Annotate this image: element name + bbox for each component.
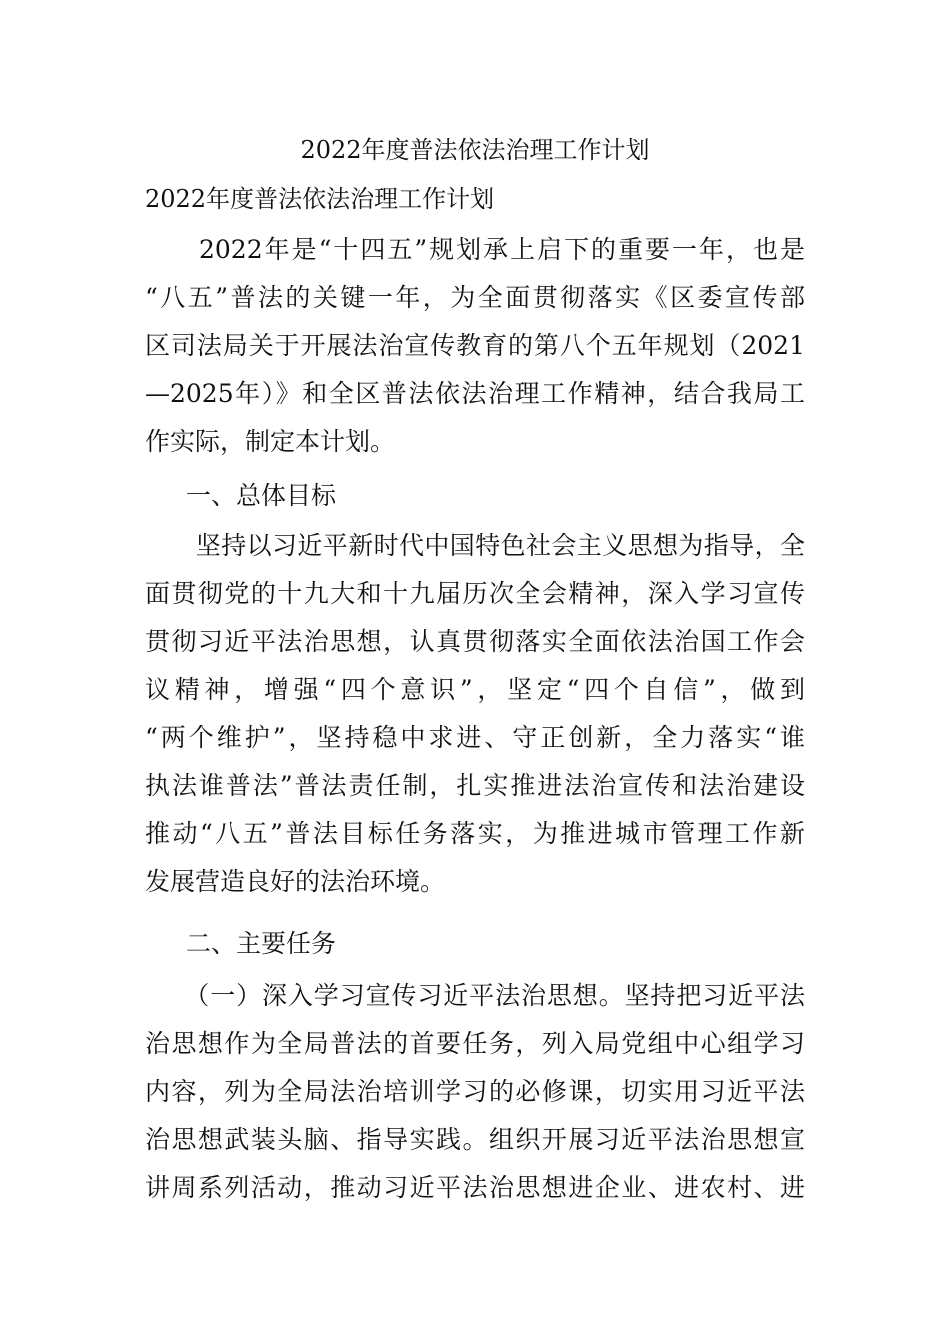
- paragraph-line: 区司法局关于开展法治宣传教育的第八个五年规划（2021: [145, 331, 805, 360]
- paragraph-line: 坚持以习近平新时代中国特色社会主义思想为指导，全: [145, 531, 805, 560]
- paragraph-line: 推动“八五”普法目标任务落实，为推进城市管理工作新: [145, 819, 805, 848]
- paragraph-line: 内容，列为全局法治培训学习的必修课，切实用习近平法: [145, 1077, 805, 1106]
- paragraph-line: 2022年是“十四五”规划承上启下的重要一年，也是: [145, 235, 805, 264]
- paragraph-line: 治思想作为全局普法的首要任务，列入局党组中心组学习: [145, 1029, 805, 1058]
- paragraph-line: 讲周系列活动，推动习近平法治思想进企业、进农村、进: [145, 1173, 805, 1202]
- paragraph-line: 贯彻习近平法治思想，认真贯彻落实全面依法治国工作会: [145, 627, 805, 656]
- paragraph-line: 作实际，制定本计划。: [145, 427, 396, 456]
- section-heading-main-tasks: 二、主要任务: [186, 929, 337, 958]
- paragraph-line: 面贯彻党的十九大和十九届历次全会精神，深入学习宣传: [145, 579, 805, 608]
- paragraph-line: 执法谁普法”普法责任制，扎实推进法治宣传和法治建设: [145, 771, 805, 800]
- document-title: 2022年度普法依法治理工作计划: [300, 136, 650, 164]
- paragraph-line: 议精神，增强“四个意识”，坚定“四个自信”，做到: [145, 675, 805, 704]
- section-heading-overall-goal: 一、总体目标: [186, 481, 337, 510]
- paragraph-line: 发展营造良好的法治环境。: [145, 867, 446, 896]
- paragraph-line: —2025年）》和全区普法依法治理工作精神，结合我局工: [145, 379, 805, 408]
- paragraph-line: （一）深入学习宣传习近平法治思想。坚持把习近平法: [145, 981, 805, 1010]
- document-subtitle: 2022年度普法依法治理工作计划: [145, 185, 495, 213]
- paragraph-line: “两个维护”，坚持稳中求进、守正创新，全力落实“谁: [145, 723, 805, 752]
- paragraph-line: 治思想武装头脑、指导实践。组织开展习近平法治思想宣: [145, 1125, 805, 1154]
- paragraph-line: “八五”普法的关键一年，为全面贯彻落实《区委宣传部: [145, 283, 805, 312]
